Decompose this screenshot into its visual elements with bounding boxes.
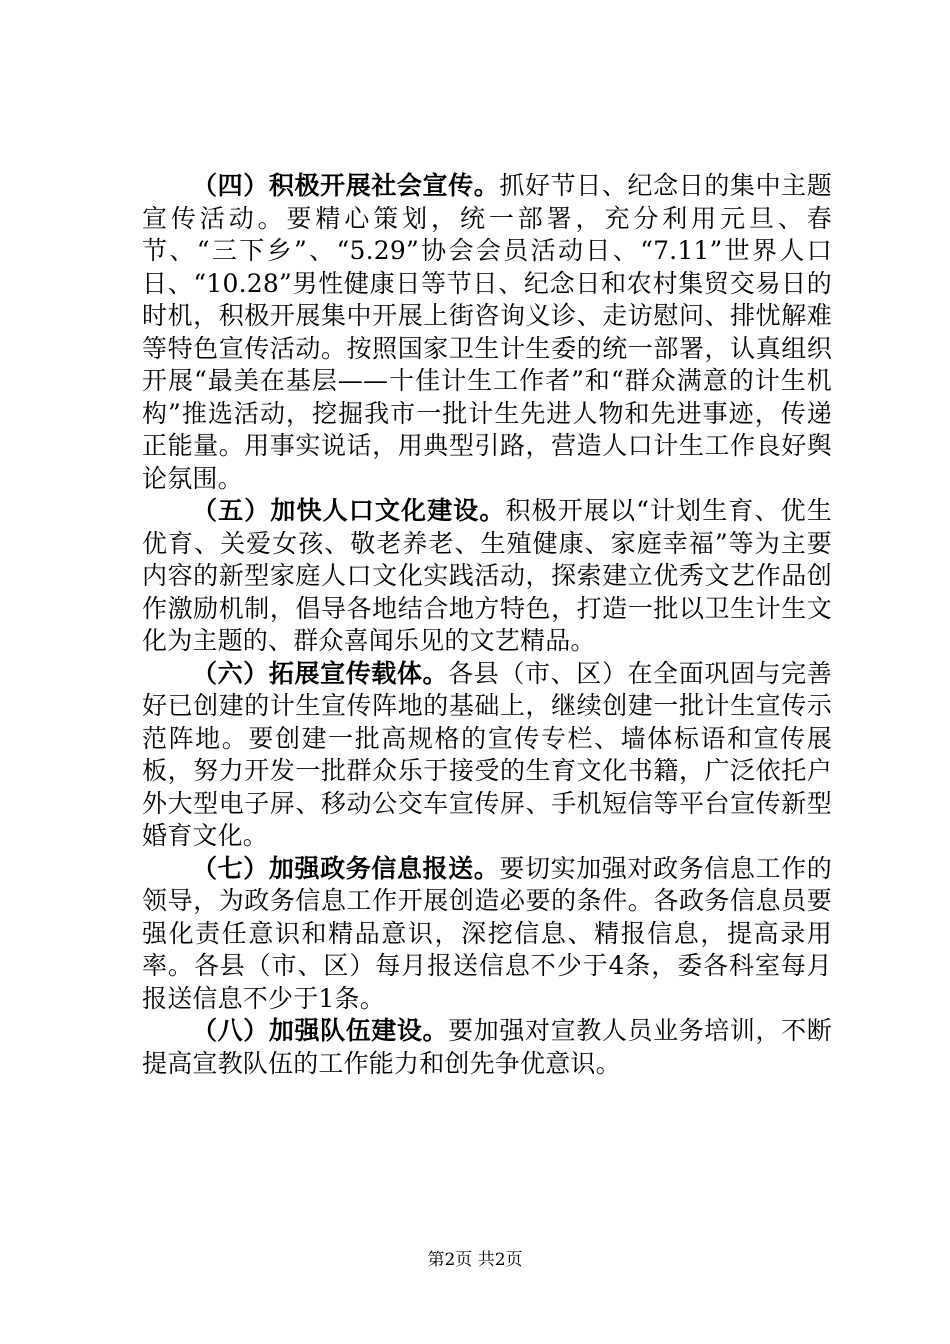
- paragraph-heading: （六）拓展宣传载体。: [192, 658, 449, 688]
- paragraph-5: [142, 495, 832, 658]
- paragraph-text: 要加强对宣教人员业务培训，不断提高宣教队伍的工作能力和创先争优意识。: [142, 1016, 832, 1078]
- paragraph-heading: （五）加快人口文化建设。: [192, 496, 506, 525]
- paragraph-text: 要切实加强对政务信息工作的领导，为政务信息工作开展创造必要的条件。各政务信息员要强化责任意识和精品意识，深挖信息、精报信息，提高录用率。各县（市、区）每月报送信息不少于4条，委各科室每月报送信息不少于1条。: [142, 853, 832, 1013]
- paragraph-4: [142, 170, 832, 495]
- paragraph-text: 积极开展以“计划生育、优生优育、关爱女孩、敬老养老、生殖健康、家庭幸福”等为主要内容的新型家庭人口文化实践活动，探索建立优秀文艺作品创作激励机制，倡导各地结合地方特色，打造一批以卫生计生文化为主题的、群众喜闻乐见的文艺精品。: [142, 496, 832, 655]
- document-body: [142, 170, 832, 1080]
- paragraph-text: 抓好节日、纪念日的集中主题宣传活动。要精心策划，统一部署，充分利用元旦、春节、“三下乡”、“5.29”协会会员活动日、“7.11”世界人口日、“10.28”男性健康日等节日、纪念日和农村集贸交易日的时机，积极开展集中开展上街咨询义诊、走访慰问、排忧解难等特色宣传活动。按照国家卫生计生委的统一部署，认真组织开展“最美在基层——十佳计生工作者”和“群众满意的计生机构”推选活动，挖掘我市一批计生先进人物和先进事迹，传递正能量。用事实说话，用典型引路，营造人口计生工作良好舆论氛围。: [142, 171, 832, 493]
- page-footer: 第2页 共2页: [427, 1250, 523, 1270]
- paragraph-heading: （八）加强队伍建设。: [192, 1016, 449, 1045]
- paragraph-7: [142, 853, 832, 1016]
- paragraph-8: [142, 1015, 832, 1080]
- paragraph-heading: （七）加强政务信息报送。: [192, 853, 500, 883]
- paragraph-text: 各县（市、区）在全面巩固与完善好已创建的计生宣传阵地的基础上，继续创建一批计生宣传示范阵地。要创建一批高规格的宣传专栏、墙体标语和宣传展板，努力开发一批群众乐于接受的生育文化书籍，广泛依托户外大型电子屏、移动公交车宣传屏、手机短信等平台宣传新型婚育文化。: [142, 658, 832, 850]
- paragraph-6: [142, 658, 832, 853]
- paragraph-heading: （四）积极开展社会宣传。: [192, 171, 500, 200]
